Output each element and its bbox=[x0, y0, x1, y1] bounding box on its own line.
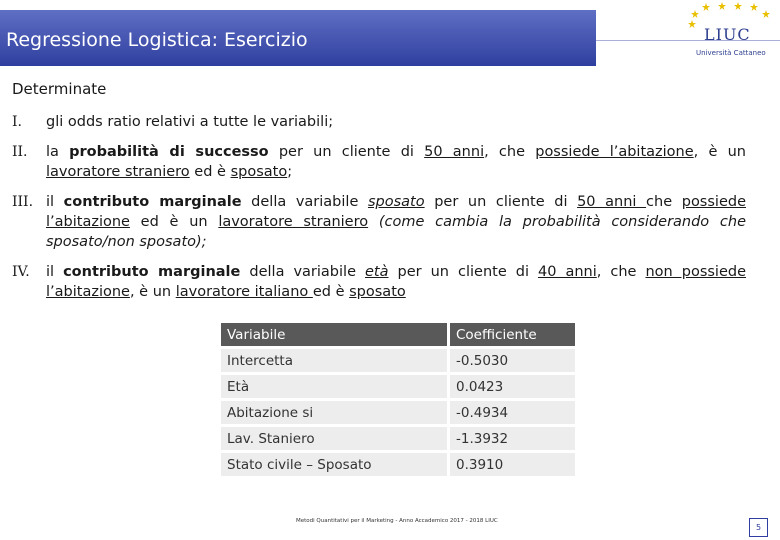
coefficient-cell: -0.5030 bbox=[450, 349, 575, 372]
item-text: il contributo marginale della variabile età per un cliente di 40 anni, che non possiede l’abitazione, è un lavoratore italiano ed è sposato bbox=[46, 264, 747, 300]
coefficient-cell: 0.3910 bbox=[450, 453, 575, 476]
variable-cell: Lav. Staniero bbox=[221, 427, 447, 450]
coefficient-cell: -1.3932 bbox=[450, 427, 575, 450]
table-row bbox=[221, 349, 575, 372]
item-text: la probabilità di successo per un cliente di 50 anni, che possiede l’abitazione, è un lavoratore straniero ed è sposato; bbox=[46, 144, 746, 180]
list-item bbox=[12, 142, 752, 182]
slide-title: Regressione Logistica: Esercizio bbox=[6, 29, 308, 51]
table-header-row bbox=[221, 323, 575, 346]
table-row bbox=[221, 427, 575, 450]
list-item bbox=[12, 112, 752, 132]
item-number: III. bbox=[12, 194, 34, 210]
table-row bbox=[221, 453, 575, 476]
item-number: II. bbox=[12, 144, 28, 160]
column-header: Variabile bbox=[221, 323, 447, 346]
footer-text: Metodi Quantitativi per il Marketing - Anno Accademico 2017 - 2018 LIUC bbox=[296, 518, 498, 524]
coefficient-cell: 0.0423 bbox=[450, 375, 575, 398]
table-row bbox=[221, 375, 575, 398]
coefficients-table bbox=[218, 320, 578, 479]
list-item bbox=[12, 262, 752, 302]
coefficient-cell: -0.4934 bbox=[450, 401, 575, 424]
table-row bbox=[221, 401, 575, 424]
item-text: il contributo marginale della variabile sposato per un cliente di 50 anni che possiede l’abitazione ed è un lavoratore straniero (come cambia la probabilità considerando che sposato/non sposato); bbox=[46, 194, 746, 250]
variable-cell: Intercetta bbox=[221, 349, 447, 372]
variable-cell: Abitazione si bbox=[221, 401, 447, 424]
heading: Determinate bbox=[12, 80, 107, 98]
item-text: gli odds ratio relativi a tutte le variabili; bbox=[46, 114, 334, 130]
item-number: IV. bbox=[12, 264, 30, 280]
list-item bbox=[12, 192, 752, 252]
variable-cell: Stato civile – Sposato bbox=[221, 453, 447, 476]
page-number: 5 bbox=[749, 518, 768, 537]
variable-cell: Età bbox=[221, 375, 447, 398]
liuc-logo bbox=[682, 2, 780, 66]
item-number: I. bbox=[12, 114, 22, 130]
logo-name: LIUC bbox=[704, 25, 751, 44]
column-header: Coefficiente bbox=[450, 323, 575, 346]
logo-subtitle: Università Cattaneo bbox=[696, 49, 766, 57]
